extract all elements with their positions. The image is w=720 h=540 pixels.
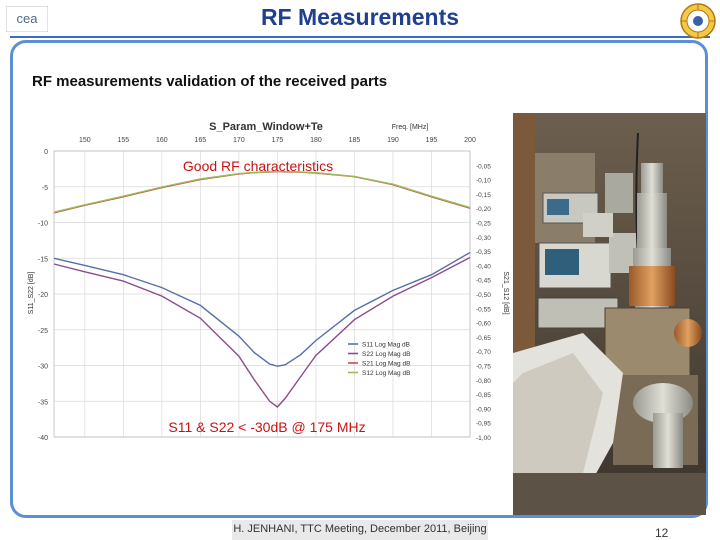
annotation-good-rf: Good RF characteristics	[182, 158, 334, 174]
y-right-tick-label: -0,60	[476, 320, 491, 328]
x-tick-label: 175	[271, 137, 284, 144]
x-tick-label: 185	[348, 137, 361, 144]
title-divider	[10, 36, 710, 38]
y-right-tick-label: -0,45	[476, 277, 491, 285]
slide-subtitle: RF measurements validation of the received parts	[32, 73, 388, 90]
legend-label: S22 Log Mag dB	[362, 351, 411, 358]
y-left-tick-label: -25	[37, 327, 48, 335]
y-right-tick-label: -0,35	[476, 249, 491, 257]
y-right-tick-label: -0,70	[476, 349, 491, 357]
legend-label: S21 Log Mag dB	[362, 360, 411, 368]
page-title: RF Measurements	[260, 4, 460, 30]
annotation-s11-s22: S11 & S22 < -30dB @ 175 MHz	[168, 419, 366, 435]
y-right-tick-label: -0,95	[476, 420, 491, 428]
test-setup-photo	[513, 113, 706, 515]
page-number: 12	[655, 526, 669, 540]
y-right-tick-label: -0,15	[476, 191, 491, 199]
y-left-tick-label: 0	[44, 149, 48, 156]
y-right-tick-label: -0,55	[476, 306, 491, 314]
x-axis-title: Freq. [MHz]	[391, 124, 429, 131]
x-tick-label: 165	[194, 137, 207, 144]
y-left-tick-label: -15	[37, 256, 48, 264]
y-right-tick-label: -0,20	[476, 206, 491, 214]
y-left-tick-label: -35	[37, 399, 48, 407]
footer-text: H. JENHANI, TTC Meeting, December 2011, Beijing	[232, 520, 488, 540]
y-right-axis-title: S21_S12 [dB]	[502, 271, 509, 315]
y-right-tick-label: -0,75	[476, 363, 491, 371]
y-right-tick-label: -0,85	[476, 392, 491, 400]
y-right-tick-label: -0,10	[476, 177, 491, 185]
x-tick-label: 170	[233, 137, 245, 144]
chart-svg	[18, 115, 510, 455]
x-tick-label: 160	[156, 137, 168, 144]
project-seal-logo	[679, 2, 717, 40]
x-tick-label: 155	[117, 137, 130, 144]
y-right-tick-label: -1,00	[476, 435, 491, 442]
y-left-tick-label: -30	[37, 363, 48, 371]
y-left-tick-label: -10	[37, 220, 48, 228]
y-right-tick-label: -0,50	[476, 292, 491, 299]
y-left-axis-title: S11_S22 [dB]	[28, 271, 35, 315]
y-left-tick-label: -20	[37, 292, 48, 299]
x-tick-label: 200	[464, 137, 476, 144]
y-left-tick-label: -5	[41, 184, 48, 192]
x-tick-label: 150	[78, 137, 91, 144]
legend-label: S12 Log Mag dB	[362, 370, 411, 377]
x-tick-label: 190	[387, 137, 399, 144]
y-right-tick-label: -0,80	[476, 377, 491, 385]
cea-logo-text: cea	[16, 11, 38, 26]
y-right-tick-label: -0,90	[476, 406, 491, 414]
y-right-tick-label: -0,65	[476, 334, 491, 342]
y-right-tick-label: -0,05	[476, 163, 491, 171]
s-parameter-chart	[18, 115, 510, 455]
y-right-tick-label: -0,30	[476, 234, 491, 242]
chart-title: S_Param_Window+Te	[209, 121, 323, 133]
legend-label: S11 Log Mag dB	[362, 341, 410, 349]
y-left-tick-label: -40	[37, 435, 48, 442]
x-tick-label: 195	[425, 137, 438, 144]
x-tick-label: 180	[310, 137, 322, 144]
y-right-tick-label: -0,40	[476, 263, 491, 271]
y-right-tick-label: -0,25	[476, 220, 491, 228]
